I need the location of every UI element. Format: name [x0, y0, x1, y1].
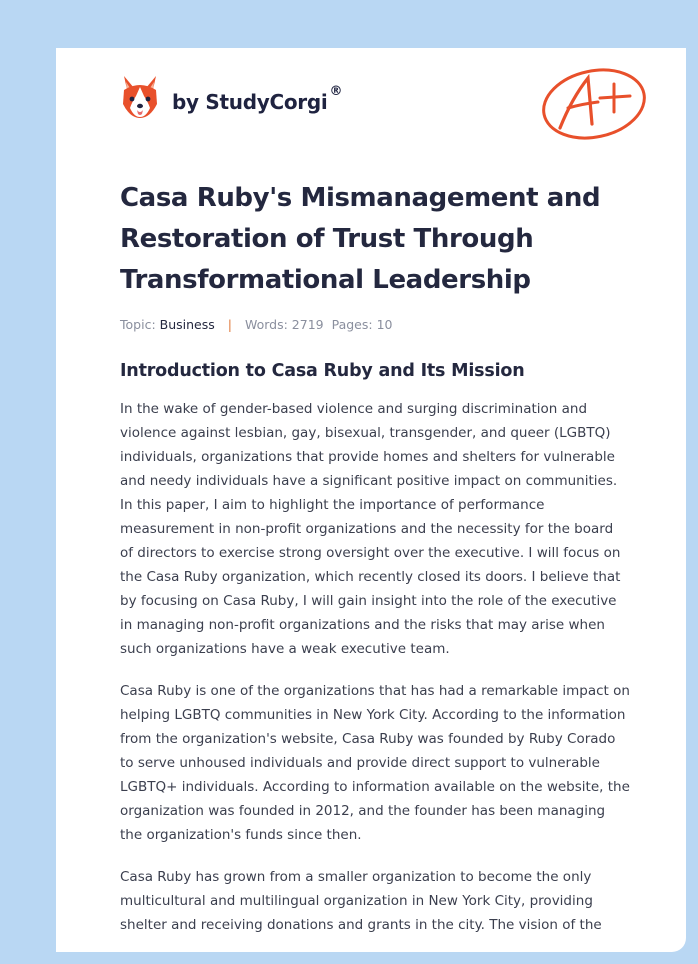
- words-value: 2719: [291, 317, 324, 332]
- paragraph: In the wake of gender-based violence and surging discrimination and violence against lesbian, gay, bisexual, transgender, and queer (LGBTQ) individuals, organizations that provide homes and shelters for vulnerable and needy individuals have a significant positive impact on communities. In this paper, I aim to highlight the importance of performance measurement in non-profit organizations and the necessity for the board of directors to exercise strong oversight over the executive. I will focus on the Casa Ruby organization, which recently closed its doors. I believe that by focusing on Casa Ruby, I will gain insight into the role of the executive in managing non-profit organizations and the risks that may arise when such organizations have a weak executive team.: [120, 401, 621, 657]
- topic-value[interactable]: Business: [159, 317, 215, 332]
- grade-a-plus-badge: [538, 62, 650, 144]
- article: [120, 178, 630, 937]
- article-meta: [120, 317, 630, 335]
- article-title: Casa Ruby's Mismanagement and Restoration of Trust Through Transformational Leadership: [120, 183, 601, 295]
- topic-label: Topic:: [120, 317, 156, 332]
- meta-separator: |: [227, 317, 232, 332]
- pages-value: 10: [376, 317, 393, 332]
- words-label: Words:: [244, 317, 288, 332]
- brand-name: by StudyCorgi ®: [172, 84, 343, 114]
- section-heading: Introduction to Casa Ruby and Its Mission: [120, 361, 525, 381]
- header: [120, 74, 660, 154]
- document-page: [56, 48, 686, 952]
- registered-mark: ®: [329, 84, 343, 99]
- pages-label: Pages:: [331, 317, 373, 332]
- corgi-icon: [120, 74, 160, 120]
- paragraph: Casa Ruby is one of the organizations that has had a remarkable impact on helping LGBTQ communities in New York City. According to the information from the organization's website, Casa Ruby was founded by Ruby Corado to serve unhoused individuals and provide direct support to vulnerable LGBTQ+ individuals. According to information available on the website, the organization was founded in 2012, and the founder has been managing the organization's funds since then.: [120, 683, 630, 843]
- paragraph: Casa Ruby has grown from a smaller organization to become the only multicultural and multilingual organization in New York City, providing shelter and receiving donations and grants in the city. The vision of the: [120, 869, 602, 933]
- studycorgi-logo[interactable]: [120, 74, 342, 120]
